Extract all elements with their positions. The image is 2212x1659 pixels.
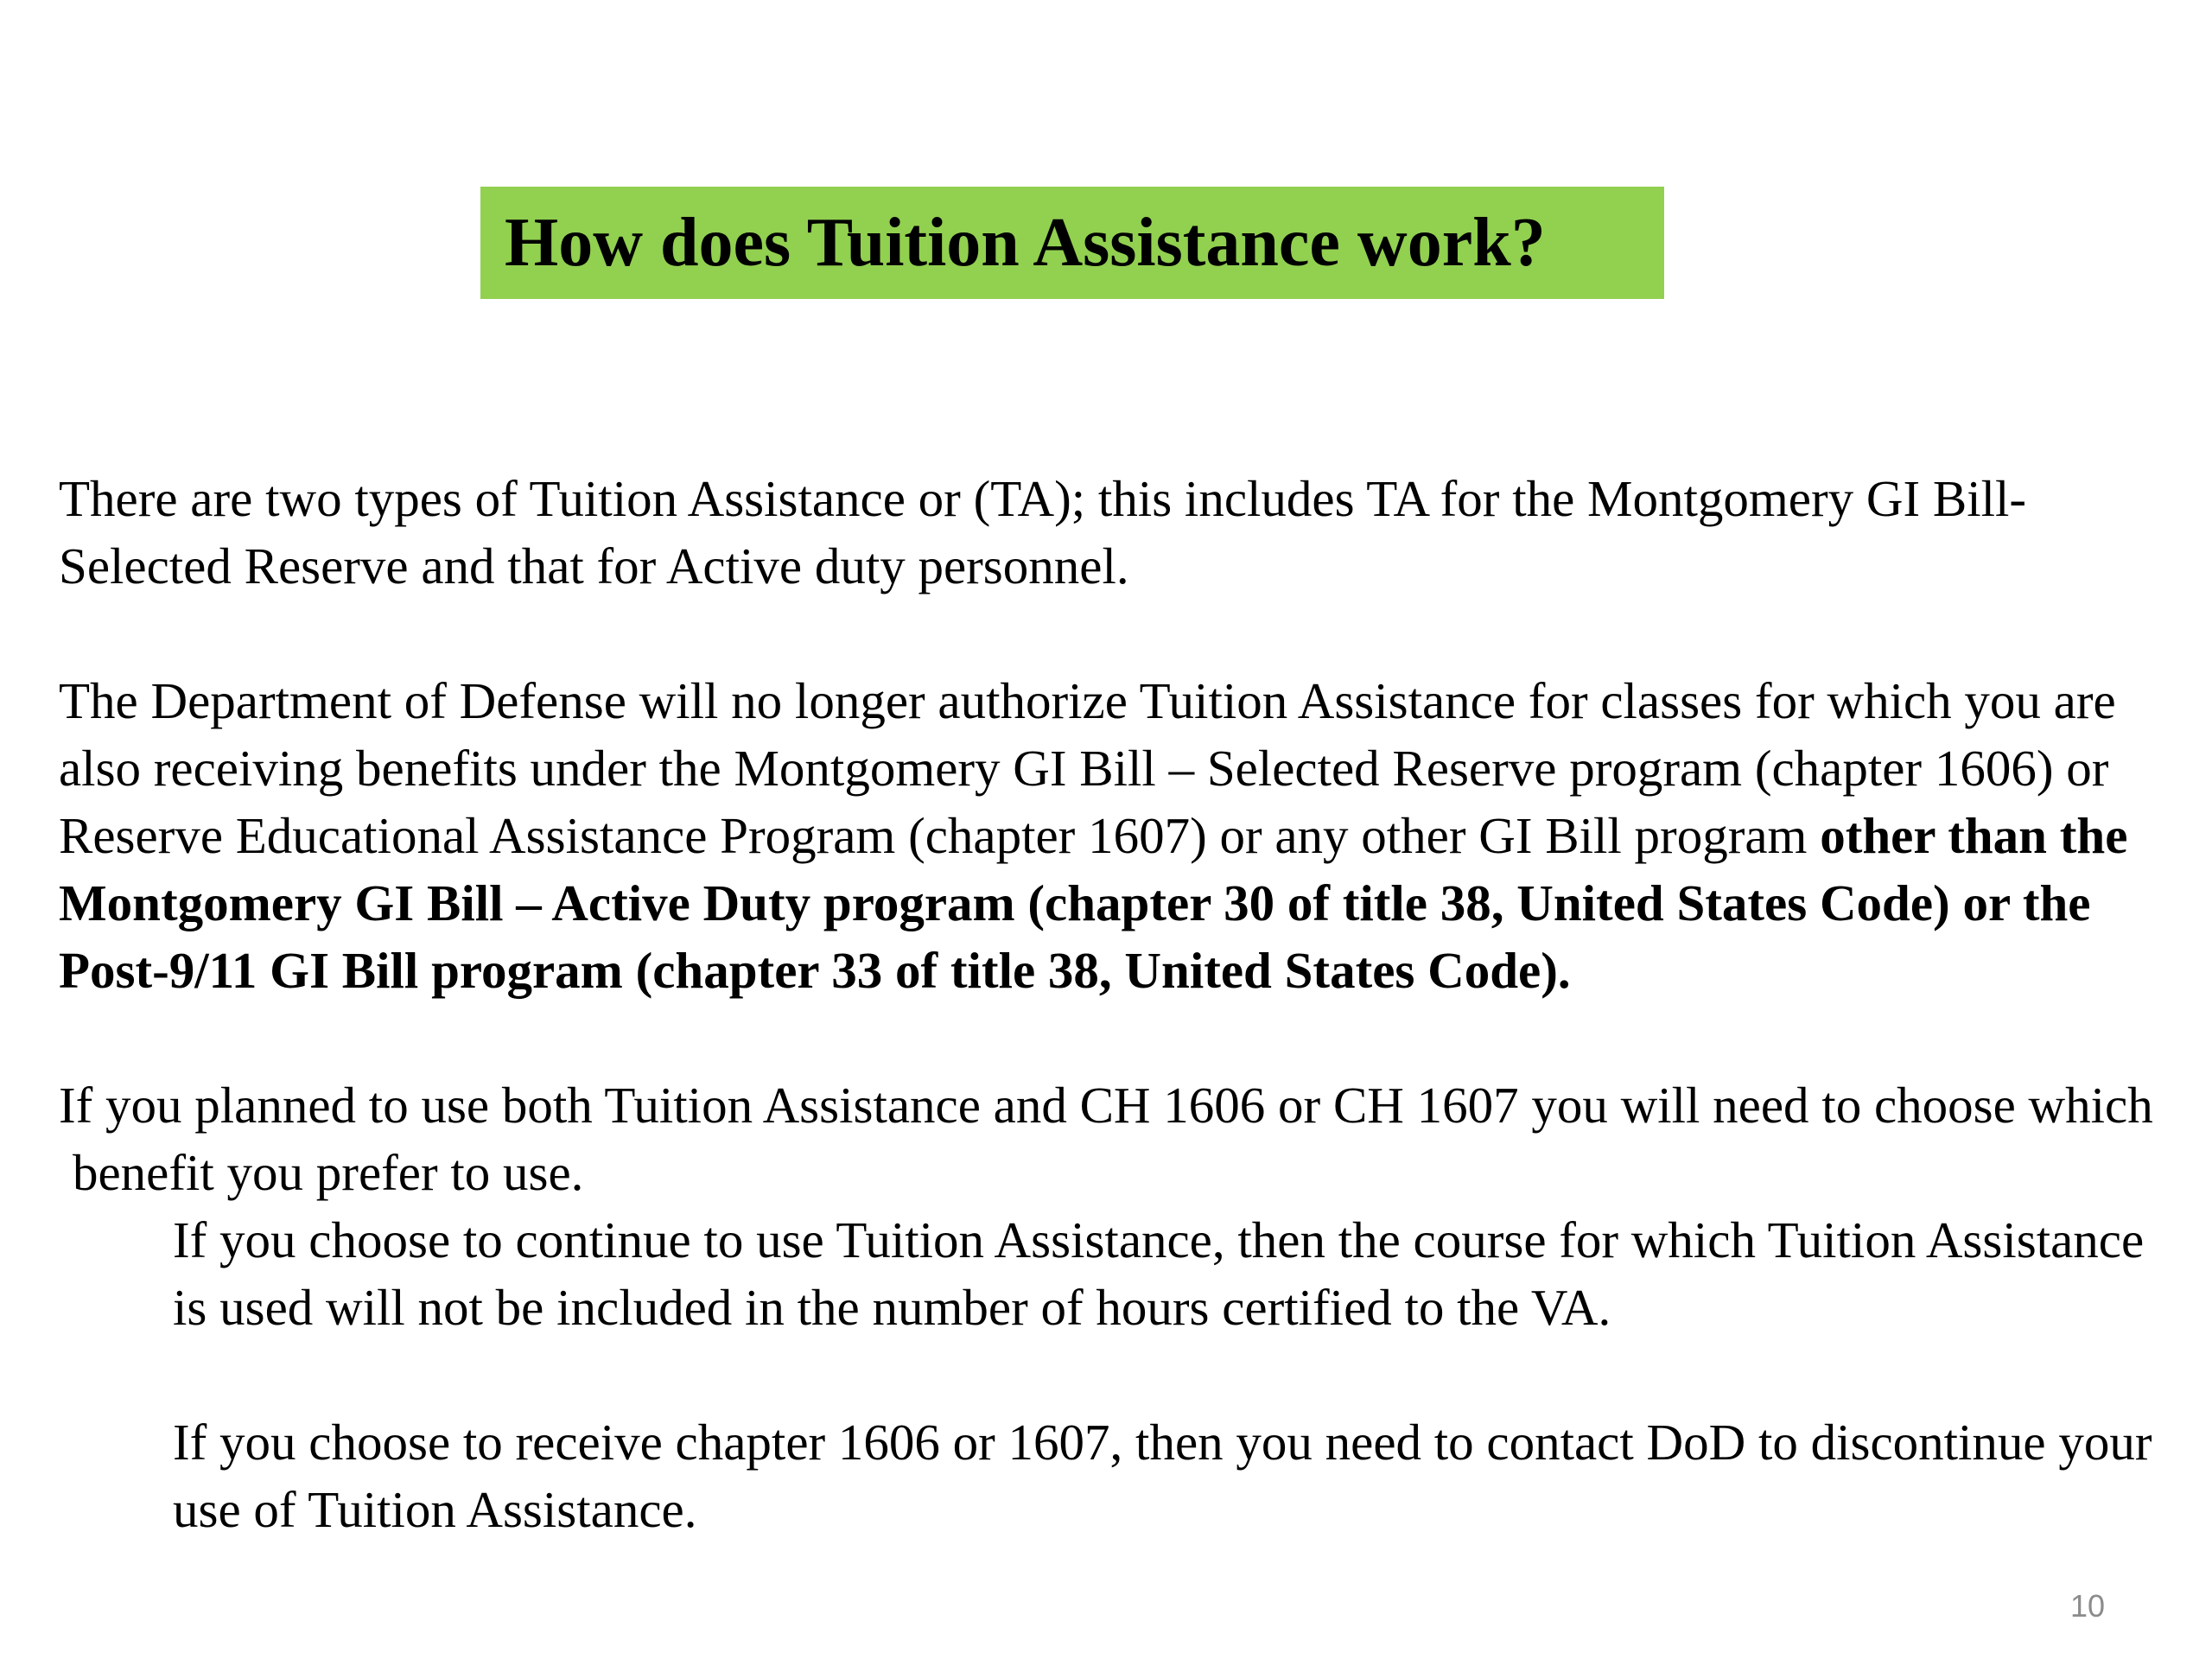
page-number: 10 [2070,1588,2106,1624]
paragraph-spacer [59,1004,2167,1071]
paragraph-spacer [59,1341,2167,1408]
paragraph-ta-types: There are two types of Tuition Assistance or (TA); this includes TA for the Montgomery GI Bill-Selected Reserve and that for Active duty personnel. [59,470,2027,594]
paragraph-dod-policy-bold: other than the Montgomery GI Bill – Active Duty program (chapter 30 of title 38, United States Code) or the Post-9/11 GI Bill program (chapter 33 of title 38, United States Code). [59,807,2128,999]
body-text [59,465,2167,1543]
title-banner [480,187,1664,299]
paragraph-spacer [59,600,2167,667]
paragraph-choose-benefit: If you planned to use both Tuition Assistance and CH 1606 or CH 1607 you will need to choose which benefit you prefer to use. [59,1077,2153,1201]
slide-title: How does Tuition Assistance work? [505,205,1546,281]
paragraph-dod-policy [59,667,2167,1004]
option-receive-chapter: If you choose to receive chapter 1606 or 1607, then you need to contact DoD to discontinue your use of Tuition Assistance. [173,1414,2152,1538]
paragraph-dod-policy-regular: The Department of Defense will no longer authorize Tuition Assistance for classes for which you are also receiving benefits under the Montgomery GI Bill – Selected Reserve program (chapter 1606) or Reserve Educational Assistance Program (chapter 1607) or any other GI Bill program [59,672,2116,864]
option-continue-ta: If you choose to continue to use Tuition Assistance, then the course for which Tuition Assistance is used will not be included in the number of hours certified to the VA. [173,1211,2145,1336]
